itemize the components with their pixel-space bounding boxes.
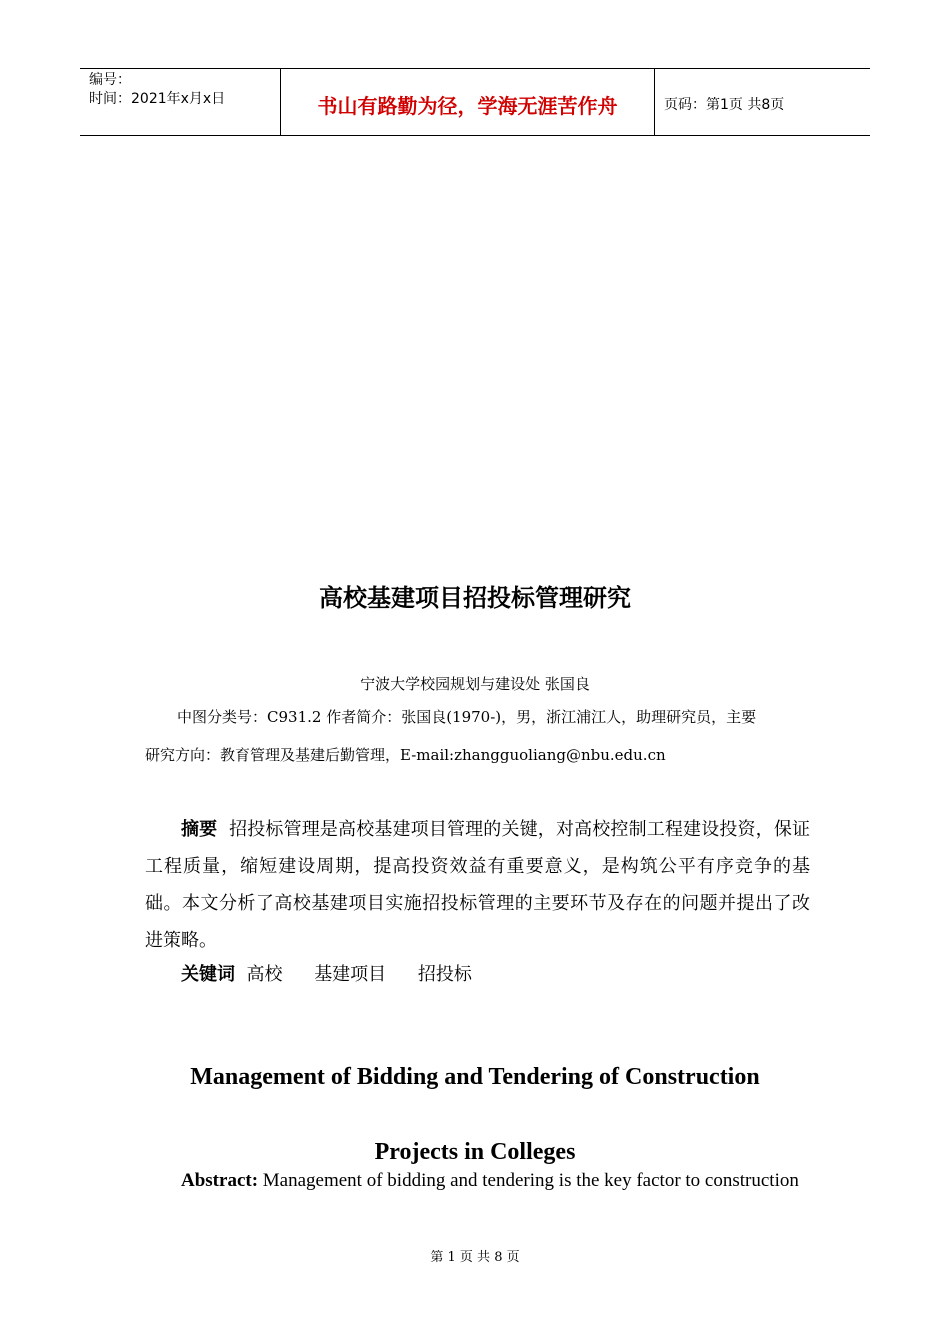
header-motto: 书山有路勤为径，学海无涯苦作舟 bbox=[281, 69, 655, 135]
author-affiliation: 宁波大学校园规划与建设处 张国良 bbox=[360, 675, 590, 693]
keyword-item: 招投标 bbox=[417, 964, 472, 985]
classification-author-line-2: 研究方向：教育管理及基建后勤管理，E-mail:zhangguoliang@nbu.edu.cn bbox=[145, 746, 666, 764]
page-header bbox=[80, 68, 870, 136]
keywords-line bbox=[181, 960, 498, 986]
english-title-line-1: Management of Bidding and Tendering of Construction bbox=[190, 1064, 760, 1090]
keywords-label: 关键词 bbox=[181, 964, 235, 985]
english-abstract-text: Management of bidding and tendering is the key factor to construction bbox=[262, 1170, 799, 1191]
classification-author-line-1: 中图分类号：C931.2 作者简介：张国良(1970-)，男，浙江浦江人，助理研究员，主要 bbox=[177, 708, 757, 726]
english-title-line-2: Projects in Colleges bbox=[374, 1139, 576, 1165]
english-abstract bbox=[181, 1170, 799, 1192]
keyword-item: 高校 bbox=[246, 964, 283, 985]
document-title: 高校基建项目招投标管理研究 bbox=[319, 584, 631, 612]
page-footer: 第 1 页 共 8 页 bbox=[430, 1250, 520, 1265]
abstract-text: 招投标管理是高校基建项目管理的关键，对高校控制工程建设投资，保证工程质量，缩短建设周期，提高投资效益有重要意义，是构筑公平有序竞争的基础。本文分析了高校基建项目实施招投标管理的主要环节及存在的问题并提出了改进策略。 bbox=[145, 819, 811, 951]
header-page-info: 页码：第1页 共8页 bbox=[664, 97, 785, 113]
header-meta-cell bbox=[80, 69, 281, 135]
english-abstract-label: Abstract: bbox=[181, 1170, 259, 1191]
abstract-label: 摘要 bbox=[181, 819, 218, 840]
chinese-abstract bbox=[145, 811, 810, 959]
keyword-item: 基建项目 bbox=[314, 964, 387, 985]
english-title bbox=[0, 1040, 950, 1190]
header-time-label: 时间：2021年x月x日 bbox=[89, 91, 226, 107]
header-number-label: 编号： bbox=[89, 72, 131, 88]
